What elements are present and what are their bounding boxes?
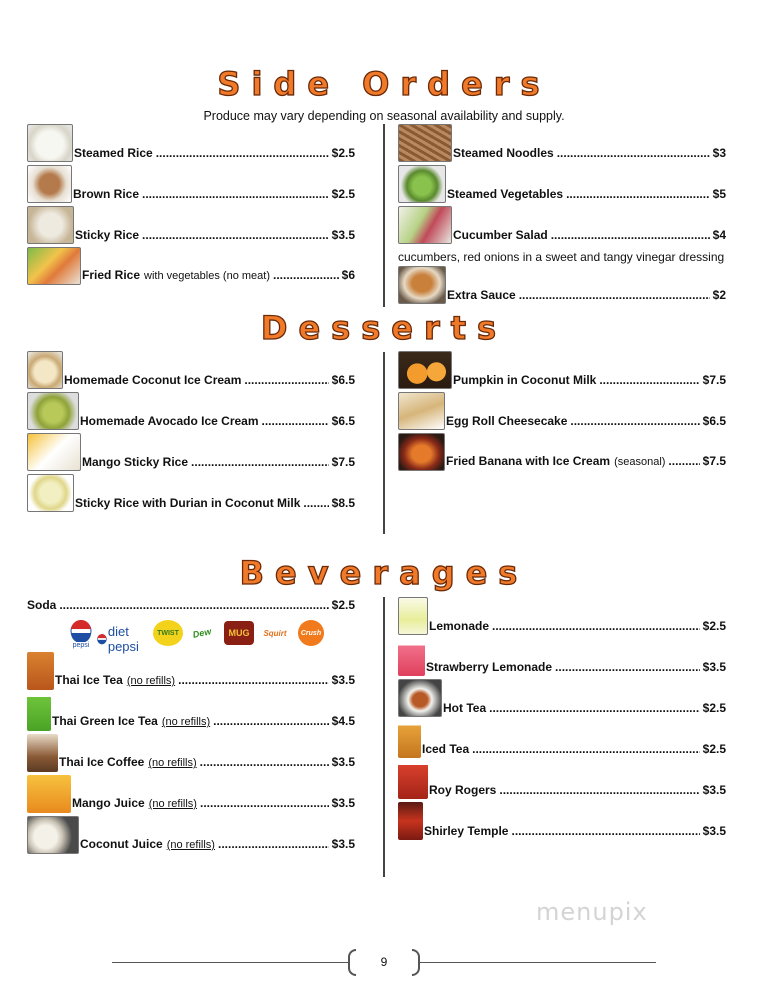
crush-logo: Crush [298,620,324,646]
menu-item-coconut-ice-cream[interactable]: Homemade Coconut Ice Cream ..... $6.5 [27,351,355,389]
steamed-noodles-photo [398,124,452,162]
thai-ice-tea-photo [27,652,54,690]
strawberry-lemonade-photo [398,638,425,676]
fried-rice-photo [27,247,81,285]
menu-item-steamed-noodles[interactable]: Steamed Noodles ..... $3 [398,124,726,162]
menu-item-extra-sauce[interactable]: Extra Sauce ..... $2 [398,266,726,304]
pumpkin-coconut-milk-photo [398,351,452,389]
desserts-heading: Desserts [260,309,508,347]
column-divider [383,124,385,307]
mountain-dew-logo: Dew [191,626,213,640]
fried-banana-photo [398,433,445,471]
page-number: 9 [380,955,388,969]
menu-item-steamed-vegetables[interactable]: Steamed Vegetables ..... $5 [398,165,726,203]
menu-item-coconut-juice[interactable]: Coconut Juice (no refills) ..... $3.5 [27,816,355,854]
menu-item-thai-green-ice-tea[interactable]: Thai Green Ice Tea (no refills) ..... $4.5 [27,693,355,731]
pepsi-logo: pepsi [68,616,94,652]
side-orders-heading: Side Orders [217,65,551,103]
roy-rogers-photo [398,761,428,799]
squirt-logo: Squirt [263,628,287,638]
menu-item-thai-ice-tea[interactable]: Thai Ice Tea (no refills) ..... $3.5 [27,652,355,690]
diet-pepsi-logo: diet pepsi [97,628,147,650]
menu-item-fried-banana[interactable]: Fried Banana with Ice Cream (seasonal) ..... $7.5 [398,433,726,471]
coconut-ice-cream-photo [27,351,63,389]
mango-juice-photo [27,775,71,813]
menupix-watermark: menupix [536,898,648,926]
menu-item-avocado-ice-cream[interactable]: Homemade Avocado Ice Cream ..... $6.5 [27,392,355,430]
footer-bracket-right [412,949,420,976]
menu-item-egg-roll-cheesecake[interactable]: Egg Roll Cheesecake ..... $6.5 [398,392,726,430]
mango-sticky-rice-photo [27,433,81,471]
menu-item-strawberry-lemonade[interactable]: Strawberry Lemonade ..... $3.5 [398,638,726,676]
steamed-rice-photo [27,124,73,162]
menu-item-pumpkin-coconut-milk[interactable]: Pumpkin in Coconut Milk ..... $7.5 [398,351,726,389]
column-divider [383,597,385,877]
iced-tea-photo [398,720,421,758]
sticky-rice-photo [27,206,74,244]
menu-item-thai-ice-coffee[interactable]: Thai Ice Coffee (no refills) ..... $3.5 [27,734,355,772]
lemonade-photo [398,597,428,635]
shirley-temple-photo [398,802,423,840]
extra-sauce-photo [398,266,446,304]
menu-item-roy-rogers[interactable]: Roy Rogers ..... $3.5 [398,761,726,799]
coconut-juice-photo [27,816,79,854]
mug-logo: MUG [224,621,254,645]
menu-item-brown-rice[interactable]: Brown Rice ..... $2.5 [27,165,355,203]
brown-rice-photo [27,165,72,203]
cucumber-salad-description: cucumbers, red onions in a sweet and tangy vinegar dressing [398,250,725,264]
column-divider [383,352,385,534]
durian-sticky-rice-photo [27,474,74,512]
steamed-vegetables-photo [398,165,446,203]
hot-tea-photo [398,679,442,717]
menu-item-sticky-rice[interactable]: Sticky Rice ..... $3.5 [27,206,355,244]
menu-item-durian-sticky-rice[interactable]: Sticky Rice with Durian in Coconut Milk ..... $8.5 [27,474,355,512]
menu-item-shirley-temple[interactable]: Shirley Temple ..... $3.5 [398,802,726,840]
menu-item-cucumber-salad[interactable]: Cucumber Salad ..... $4 [398,206,726,244]
beverages-heading: Beverages [239,554,529,592]
menu-item-iced-tea[interactable]: Iced Tea ..... $2.5 [398,720,726,758]
menu-item-steamed-rice[interactable]: Steamed Rice ..... $2.5 [27,124,355,162]
menu-item-mango-sticky-rice[interactable]: Mango Sticky Rice ..... $7.5 [27,433,355,471]
menu-item-mango-juice[interactable]: Mango Juice (no refills) ..... $3.5 [27,775,355,813]
avocado-ice-cream-photo [27,392,79,430]
menu-item-hot-tea[interactable]: Hot Tea ..... $2.5 [398,679,726,717]
thai-green-ice-tea-photo [27,693,51,731]
menu-item-soda[interactable]: Soda ..... $2.5 [27,594,355,614]
twist-logo: TWIST [153,620,183,646]
produce-note: Produce may vary depending on seasonal availability and supply. [203,109,565,123]
egg-roll-cheesecake-photo [398,392,445,430]
thai-ice-coffee-photo [27,734,58,772]
footer-line-right [420,962,656,963]
menu-item-fried-rice[interactable]: Fried Rice with vegetables (no meat) ..... $6 [27,247,355,285]
menu-item-lemonade[interactable]: Lemonade ..... $2.5 [398,597,726,635]
footer-line-left [112,962,348,963]
cucumber-salad-photo [398,206,452,244]
footer-bracket-left [348,949,356,976]
